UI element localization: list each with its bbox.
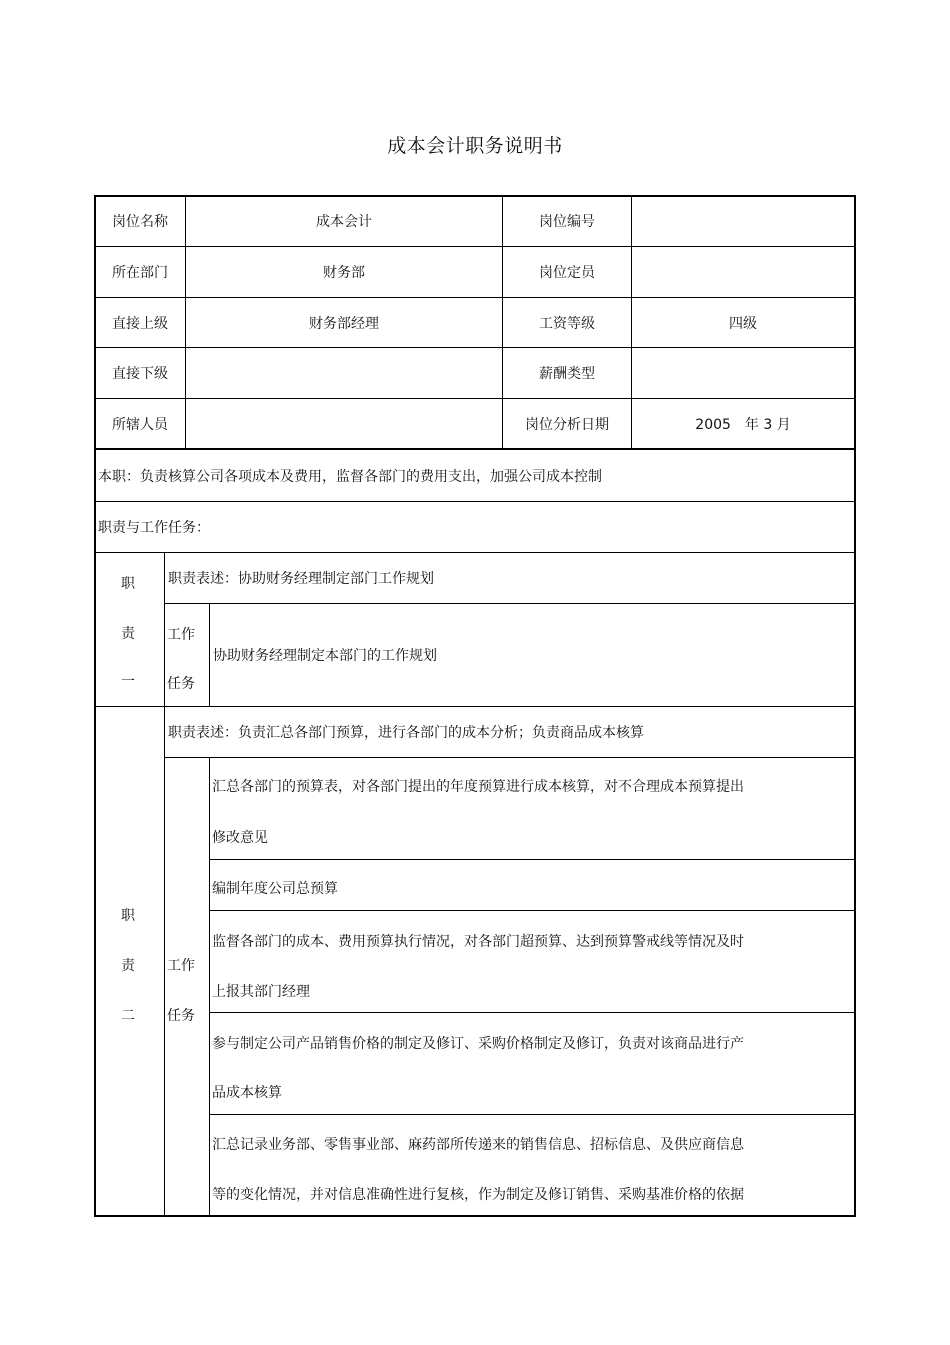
- duty-two-task-4-line-1: 参与制定公司产品销售价格的制定及修订、采购价格制定及修订，负责对该商品进行产: [212, 1036, 744, 1052]
- duty-two-task-4-line-2: 品成本核算: [212, 1085, 282, 1101]
- duty-one-label-char-1: 职: [121, 576, 135, 592]
- duty-two-statement: 职责表述：负责汇总各部门预算，进行各部门的成本分析；负责商品成本核算: [168, 725, 644, 741]
- duty-two-task-label-2: 任务: [167, 1008, 195, 1024]
- value-department: 财务部: [323, 265, 365, 281]
- label-pay-type: 薪酬类型: [539, 366, 595, 382]
- duty-two-label-char-1: 职: [121, 908, 135, 924]
- responsibilities-heading: 职责与工作任务：: [98, 520, 210, 536]
- label-salary-grade: 工资等级: [539, 315, 595, 332]
- duty-one-label-char-3: 一: [121, 674, 135, 690]
- value-staff-supervised: [186, 399, 502, 448]
- duty-two-task-3-line-1: 监督各部门的成本、费用预算执行情况，对各部门超预算、达到预算警戒线等情况及时: [212, 934, 744, 950]
- duty-one-statement: 职责表述：协助财务经理制定部门工作规划: [168, 571, 434, 587]
- duty-one-task-label-2: 任务: [167, 676, 195, 692]
- label-position-name: 岗位名称: [112, 214, 168, 230]
- value-direct-superior: 财务部经理: [309, 315, 379, 332]
- duty-one-task: 协助财务经理制定本部门的工作规划: [213, 648, 437, 664]
- duty-one-task-label-1: 工作: [167, 627, 195, 643]
- duty-two-label-char-2: 责: [121, 958, 135, 974]
- label-department: 所在部门: [112, 265, 168, 281]
- duty-two-task-2-line-1: 编制年度公司总预算: [212, 881, 338, 897]
- duty-two-task-1-line-1: 汇总各部门的预算表，对各部门提出的年度预算进行成本核算，对不合理成本预算提出: [212, 779, 744, 795]
- label-direct-superior: 直接上级: [112, 315, 168, 332]
- label-position-code: 岗位编号: [539, 214, 595, 230]
- label-direct-subordinate: 直接下级: [112, 366, 168, 382]
- page-title: 成本会计职务说明书: [387, 135, 563, 157]
- duty-two-label-char-3: 二: [121, 1008, 135, 1024]
- duty-two-task-5-line-2: 等的变化情况，并对信息准确性进行复核，作为制定及修订销售、采购基准价格的依据: [212, 1187, 744, 1203]
- value-position-code: [632, 196, 854, 246]
- duty-two-task-3-line-2: 上报其部门经理: [212, 984, 310, 1000]
- duty-two-task-label-1: 工作: [167, 958, 195, 974]
- value-pay-type: [632, 348, 854, 398]
- duty-two-task-5-line-1: 汇总记录业务部、零售事业部、麻药部所传递来的销售信息、招标信息、及供应商信息: [212, 1137, 744, 1153]
- value-headcount: [632, 247, 854, 297]
- duty-summary: 本职：负责核算公司各项成本及费用，监督各部门的费用支出，加强公司成本控制: [98, 468, 602, 485]
- label-headcount: 岗位定员: [539, 265, 595, 281]
- value-analysis-date: 2005 年 3 月: [695, 416, 791, 433]
- duty-one-label-char-2: 责: [121, 626, 135, 642]
- value-salary-grade: 四级: [729, 315, 757, 332]
- label-staff-supervised: 所辖人员: [112, 416, 168, 433]
- duty-two-task-1-line-2: 修改意见: [212, 830, 268, 846]
- value-direct-subordinate: [186, 348, 502, 398]
- value-position-name: 成本会计: [316, 214, 372, 230]
- label-analysis-date: 岗位分析日期: [525, 416, 609, 433]
